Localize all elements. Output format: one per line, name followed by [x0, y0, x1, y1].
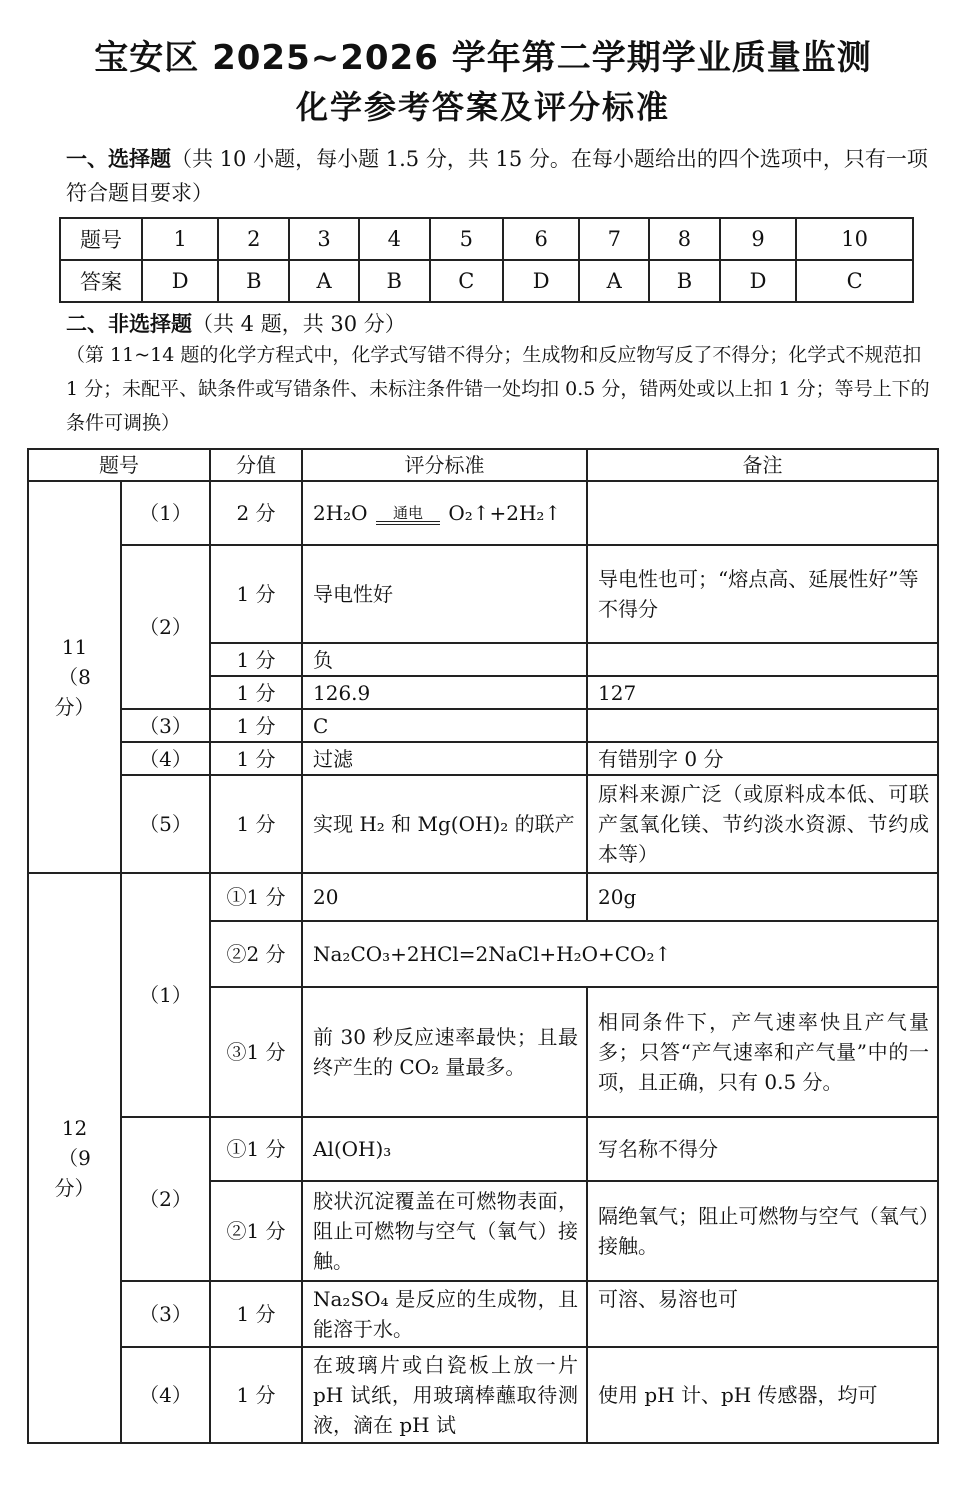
criteria-cell: 胶状沉淀覆盖在可燃物表面，阻止可燃物与空气（氧气）接触。	[302, 1181, 587, 1281]
remark-cell: 20g	[587, 873, 938, 921]
multiple-choice-table	[59, 217, 914, 303]
mc-num: 6	[503, 218, 579, 260]
mc-answer: D	[720, 260, 796, 302]
mc-answer: D	[142, 260, 218, 302]
section1-desc: （共 10 小题，每小题 1.5 分，共 15 分。在每小题给出的四个选项中，只有一项符合题目要求）	[66, 147, 928, 205]
sub-question: （3）	[121, 709, 210, 742]
sub-question: （1）	[121, 873, 210, 1117]
equation-right: O₂↑+2H₂↑	[448, 501, 562, 525]
mc-num: 9	[720, 218, 796, 260]
equation-left: 2H₂O	[313, 501, 368, 525]
mc-num: 8	[649, 218, 720, 260]
sub-question: （2）	[121, 545, 210, 709]
score-cell: 1 分	[210, 643, 302, 676]
score-cell: ①1 分	[210, 1117, 302, 1181]
remark-cell: 使用 pH 计、pH 传感器，均可	[587, 1347, 938, 1443]
mc-number-row	[60, 218, 913, 260]
mc-num: 3	[289, 218, 359, 260]
section2-heading: 二、非选择题	[66, 312, 192, 336]
remark-cell: 有错别字 0 分	[587, 742, 938, 775]
mc-answer: B	[218, 260, 289, 302]
mc-num: 4	[359, 218, 430, 260]
mc-answer-row	[60, 260, 913, 302]
remark-cell: 写名称不得分	[587, 1117, 938, 1181]
remark-cell	[587, 481, 938, 545]
mc-answer: C	[430, 260, 503, 302]
criteria-cell: Na₂SO₄ 是反应的生成物，且能溶于水。	[302, 1281, 587, 1347]
criteria-cell: 导电性好	[302, 545, 587, 643]
criteria-cell: 前 30 秒反应速率最快；且最终产生的 CO₂ 量最多。	[302, 987, 587, 1117]
criteria-cell: Al(OH)₃	[302, 1117, 587, 1181]
score-cell: 2 分	[210, 481, 302, 545]
criteria-cell: 在玻璃片或白瓷板上放一片 pH 试纸，用玻璃棒蘸取待测液，滴在 pH 试	[302, 1347, 587, 1443]
score-cell: 1 分	[210, 1281, 302, 1347]
table-row	[28, 742, 938, 775]
q12-label: 12（9 分）	[28, 873, 121, 1443]
grading-table	[27, 448, 939, 1444]
sub-question: （3）	[121, 1281, 210, 1347]
score-cell: 1 分	[210, 742, 302, 775]
mc-answer: D	[503, 260, 579, 302]
remark-cell: 相同条件下，产气速率快且产气量多；只答“产气速率和产气量”中的一项，且正确，只有 0.5 分。	[587, 987, 938, 1117]
score-cell: 1 分	[210, 1347, 302, 1443]
header-criteria: 评分标准	[302, 449, 587, 481]
criteria-cell: 实现 H₂ 和 Mg(OH)₂ 的联产	[302, 775, 587, 873]
remark-cell: 导电性也可；“熔点高、延展性好”等不得分	[587, 545, 938, 643]
score-cell: ③1 分	[210, 987, 302, 1117]
mc-num: 2	[218, 218, 289, 260]
reaction-arrow	[376, 505, 440, 525]
table-row	[28, 709, 938, 742]
sub-question: （1）	[121, 481, 210, 545]
score-cell: ②2 分	[210, 921, 302, 987]
equation-cell	[302, 481, 587, 545]
mc-label-q: 题号	[60, 218, 142, 260]
remark-cell: 原料来源广泛（或原料成本低、可联产氢氧化镁、节约淡水资源、节约成本等）	[587, 775, 938, 873]
sub-question: （4）	[121, 1347, 210, 1443]
table-row	[28, 775, 938, 873]
mc-num: 1	[142, 218, 218, 260]
section1-intro	[66, 142, 936, 210]
score-cell: ②1 分	[210, 1181, 302, 1281]
remark-cell: 隔绝氧气；阻止可燃物与空气（氧气）接触。	[587, 1181, 938, 1281]
remark-cell: 可溶、易溶也可	[587, 1281, 938, 1347]
document-subtitle: 化学参考答案及评分标准	[295, 88, 670, 126]
mc-num: 7	[579, 218, 649, 260]
section2-note: （第 11~14 题的化学方程式中，化学式写错不得分；生成物和反应物写反了不得分；化学式不规范扣 1 分；未配平、缺条件或写错条件、未标注条件错一处均扣 0.5 分，错两处或以上扣 1 分；等号上下的条件可调换）	[66, 344, 930, 434]
q11-label: 11（8 分）	[28, 481, 121, 873]
remark-cell	[587, 709, 938, 742]
table-header-row	[28, 449, 938, 481]
criteria-cell: 126.9	[302, 676, 587, 709]
mc-answer: B	[359, 260, 430, 302]
criteria-cell: Na₂CO₃+2HCl=2NaCl+H₂O+CO₂↑	[302, 921, 938, 987]
criteria-cell: 20	[302, 873, 587, 921]
sub-question: （5）	[121, 775, 210, 873]
criteria-cell: 负	[302, 643, 587, 676]
reaction-condition: 通电	[392, 503, 423, 522]
section2-intro	[66, 308, 406, 338]
score-cell: 1 分	[210, 775, 302, 873]
criteria-cell: C	[302, 709, 587, 742]
score-cell: 1 分	[210, 545, 302, 643]
remark-cell	[587, 643, 938, 676]
section1-heading: 一、选择题	[66, 147, 171, 171]
table-row	[28, 1117, 938, 1181]
mc-answer: B	[649, 260, 720, 302]
section2-desc: （共 4 题，共 30 分）	[192, 312, 406, 336]
sub-question: （2）	[121, 1117, 210, 1281]
document-title: 宝安区 2025~2026 学年第二学期学业质量监测	[94, 38, 872, 78]
table-row	[28, 873, 938, 921]
mc-answer: C	[796, 260, 913, 302]
header-remark: 备注	[587, 449, 938, 481]
header-score: 分值	[210, 449, 302, 481]
mc-num: 10	[796, 218, 913, 260]
score-cell: ①1 分	[210, 873, 302, 921]
mc-label-a: 答案	[60, 260, 142, 302]
table-row	[28, 481, 938, 545]
table-row	[28, 1281, 938, 1347]
table-row	[28, 1347, 938, 1443]
mc-answer: A	[289, 260, 359, 302]
score-cell: 1 分	[210, 676, 302, 709]
mc-num: 5	[430, 218, 503, 260]
sub-question: （4）	[121, 742, 210, 775]
score-cell: 1 分	[210, 709, 302, 742]
header-num: 题号	[28, 449, 210, 481]
remark-cell: 127	[587, 676, 938, 709]
criteria-cell: 过滤	[302, 742, 587, 775]
table-row	[28, 545, 938, 643]
mc-answer: A	[579, 260, 649, 302]
